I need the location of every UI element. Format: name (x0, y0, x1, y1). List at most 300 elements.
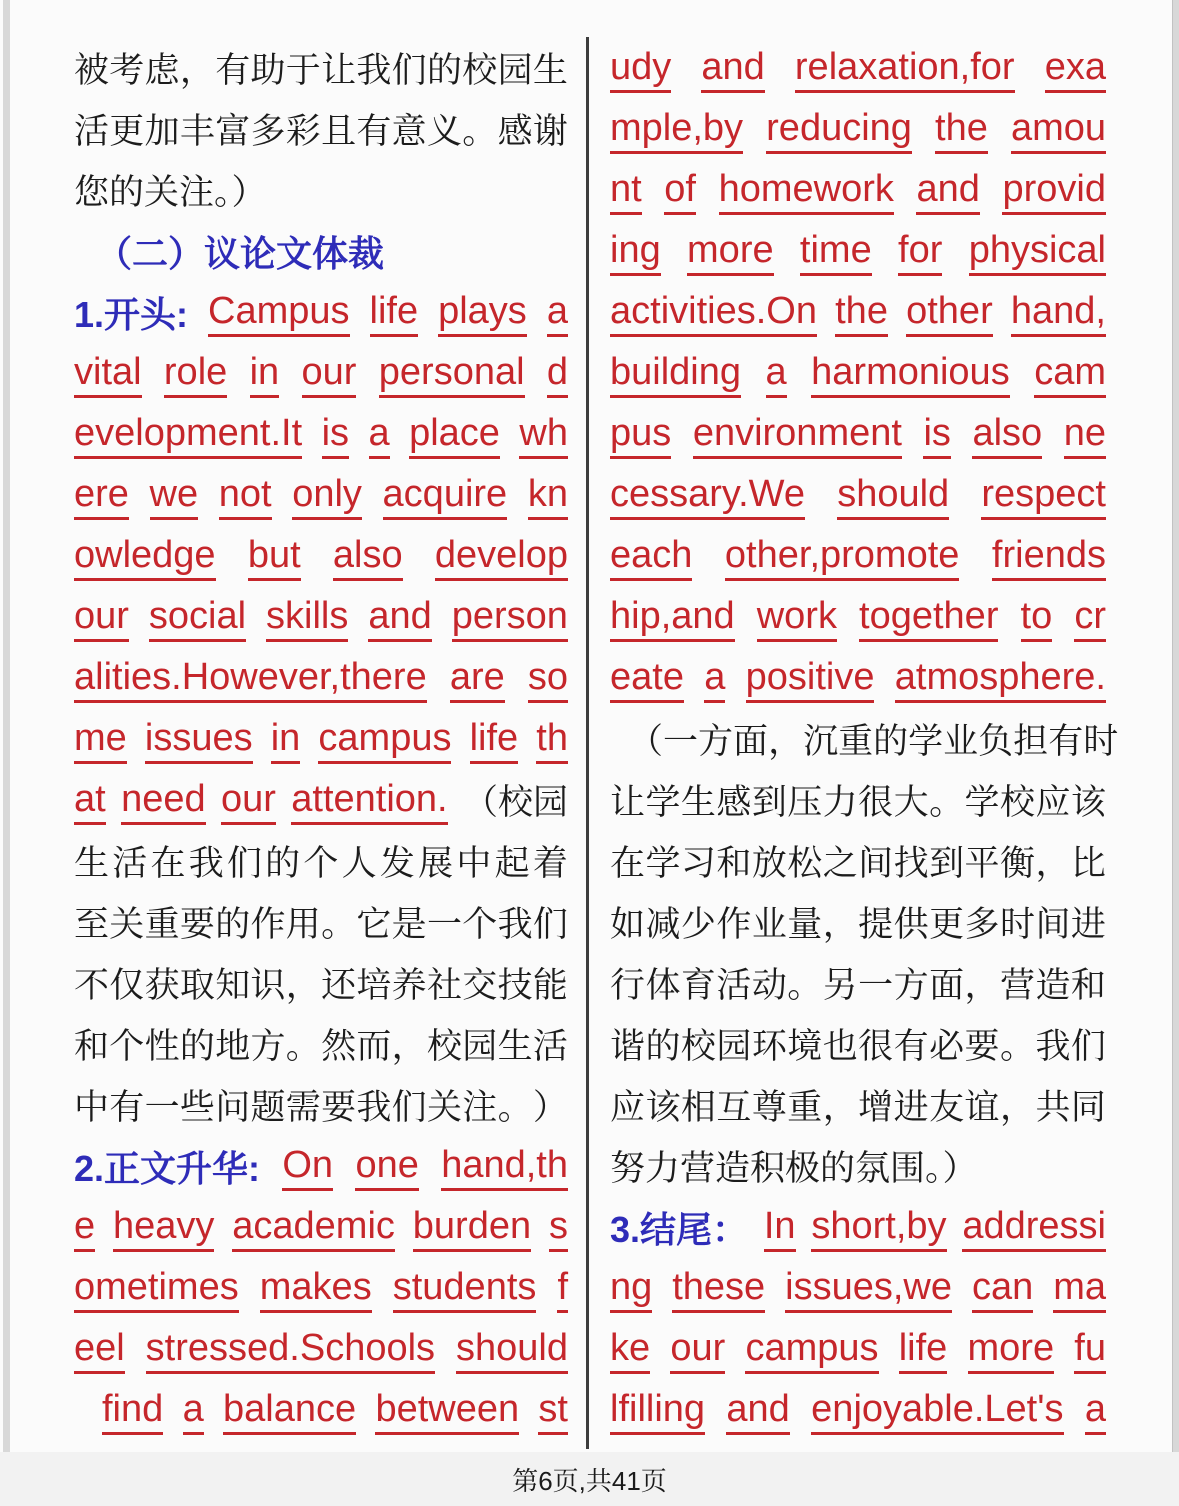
english-word: owledge (74, 536, 216, 582)
chinese-text: 还 (321, 966, 357, 1005)
chinese-text: 的 (179, 1027, 215, 1066)
chinese-text: 养 (391, 966, 427, 1005)
chinese-text: 。 (999, 1027, 1035, 1066)
chinese-text: 重 (144, 905, 180, 944)
english-word: eate (610, 658, 684, 704)
english-word: the (935, 109, 988, 155)
text-line (74, 589, 568, 650)
text-line (610, 894, 1106, 955)
chinese-text: 友 (929, 1088, 965, 1127)
chinese-text: 面 (929, 966, 965, 1005)
text-line (74, 162, 568, 223)
chinese-text: 的 (426, 51, 462, 90)
chinese-text: 如 (610, 905, 646, 944)
english-word: also (333, 536, 403, 582)
english-word: and (726, 1390, 789, 1436)
chinese-text: 有 (1048, 722, 1084, 761)
chinese-text: 要 (321, 1088, 357, 1127)
chinese-text: 量 (787, 905, 823, 944)
chinese-text: ， (179, 51, 215, 90)
text-line (610, 162, 1106, 223)
chinese-text: 多 (964, 905, 1000, 944)
chinese-text: 个 (462, 905, 498, 944)
english-word: burden (413, 1207, 531, 1253)
text-line (610, 284, 1106, 345)
english-word: these (672, 1268, 765, 1314)
english-word: life (470, 719, 519, 765)
english-word: cam (1034, 353, 1106, 399)
chinese-text: 感 (497, 112, 533, 151)
english-word: s (549, 1207, 568, 1253)
english-word: hip,and (610, 597, 735, 643)
english-word: are (450, 658, 505, 704)
chinese-text: 关 (426, 1088, 462, 1127)
chinese-text: 到 (929, 844, 965, 883)
chinese-text: 发 (379, 844, 415, 883)
english-word: balance (223, 1390, 356, 1436)
chinese-text: 意 (391, 112, 427, 151)
english-word: only (292, 475, 362, 521)
text-line (610, 833, 1106, 894)
text-line (74, 101, 568, 162)
chinese-text: 必 (929, 1027, 965, 1066)
english-word: friends (992, 536, 1106, 582)
chinese-text: 放 (751, 844, 787, 883)
text-line (74, 772, 568, 833)
chinese-text: 校 (999, 783, 1035, 822)
text-line (610, 467, 1106, 528)
text-line (74, 223, 568, 284)
english-word: ometimes (74, 1268, 239, 1314)
english-word: place (409, 414, 500, 460)
chinese-text: 是 (391, 905, 427, 944)
chinese-text: 且 (321, 112, 357, 151)
chinese-text: 丰 (179, 112, 215, 151)
english-word: fu (1074, 1329, 1106, 1375)
english-word: campus (318, 719, 451, 765)
chinese-text: 的 (215, 905, 251, 944)
chinese-text: 交 (462, 966, 498, 1005)
chinese-text: 业 (751, 905, 787, 944)
english-word: attention. (291, 780, 447, 826)
chinese-text: 很 (858, 1027, 894, 1066)
chinese-text: 面 (733, 722, 769, 761)
english-word: evelopment.It (74, 414, 302, 460)
chinese-text: 更 (109, 112, 145, 151)
english-word: exa (1045, 48, 1106, 94)
chinese-text: 应 (1035, 783, 1071, 822)
section-label: 2.正文升华: (74, 1147, 261, 1189)
english-word: issues,we (785, 1268, 952, 1314)
english-word: other,promote (725, 536, 959, 582)
chinese-text: 问 (215, 1088, 251, 1127)
left-edge-shadow (3, 0, 10, 1506)
english-word: environment (693, 414, 902, 460)
chinese-text: 学 (645, 844, 681, 883)
text-line (610, 406, 1106, 467)
english-word: work (757, 597, 837, 643)
chinese-text: 识 (250, 966, 286, 1005)
english-word: ne (1064, 414, 1106, 460)
chinese-text: 取 (179, 966, 215, 1005)
chinese-text: 需 (285, 1088, 321, 1127)
chinese-text: 中 (74, 1088, 110, 1127)
text-line (74, 528, 568, 589)
chinese-text: 提 (858, 905, 894, 944)
chinese-text: 也 (822, 1027, 858, 1066)
chinese-text: 活 (112, 844, 148, 883)
chinese-text: 沉 (803, 722, 839, 761)
chinese-text: 大 (893, 783, 929, 822)
chinese-text: 作 (716, 905, 752, 944)
chinese-text: 相 (680, 1088, 716, 1127)
chinese-text: 谢 (532, 112, 568, 151)
chinese-text: 我 (356, 51, 392, 90)
english-word: building (610, 353, 741, 399)
chinese-text: 生 (74, 844, 110, 883)
english-word: ere (74, 475, 129, 521)
english-word: develop (435, 536, 568, 582)
chinese-text: 生 (680, 783, 716, 822)
chinese-text: 感 (716, 783, 752, 822)
chinese-text: 时 (1083, 722, 1119, 761)
text-line (74, 1199, 568, 1260)
chinese-text: 努力营造积极的氛围。） (610, 1149, 978, 1188)
english-word: acquire (383, 475, 508, 521)
chinese-text: 一 (663, 722, 699, 761)
text-line (74, 894, 568, 955)
english-word: ke (610, 1329, 650, 1375)
chinese-text: 谐 (610, 1027, 646, 1066)
section-label: 3.结尾： (610, 1208, 749, 1250)
chinese-text: 关 (109, 905, 145, 944)
english-word: lfilling (610, 1390, 705, 1436)
chinese-text: 学 (645, 783, 681, 822)
text-line (610, 772, 1106, 833)
chinese-text: 间 (1035, 905, 1071, 944)
text-line (74, 345, 568, 406)
english-word: hand, (1011, 292, 1106, 338)
chinese-text: 的 (265, 844, 301, 883)
english-word: amou (1011, 109, 1106, 155)
text-line (610, 589, 1106, 650)
chinese-text: 时 (999, 905, 1035, 944)
chinese-text: 的 (645, 1027, 681, 1066)
chinese-text: 衡 (999, 844, 1035, 883)
chinese-text: 彩 (285, 112, 321, 151)
chinese-text: 很 (858, 783, 894, 822)
english-word: th (536, 719, 568, 765)
chinese-text: 谊 (964, 1088, 1000, 1127)
english-word: enjoyable.Let's (811, 1390, 1063, 1436)
chinese-text: ， (285, 966, 321, 1005)
chinese-text: 活 (74, 112, 110, 151)
chinese-text: 在 (150, 844, 186, 883)
chinese-text: ， (768, 722, 804, 761)
english-word: personal (379, 353, 525, 399)
chinese-text: 同 (1070, 1088, 1106, 1127)
chinese-text: 重 (787, 1088, 823, 1127)
chinese-text: 之 (822, 844, 858, 883)
column-right (610, 40, 1119, 1443)
text-line (610, 955, 1106, 1016)
chinese-text: 园 (716, 1027, 752, 1066)
english-word: short,by (811, 1207, 946, 1253)
chinese-text: 虑 (144, 51, 180, 90)
english-word: the (835, 292, 888, 338)
chinese-text: 园 (497, 51, 533, 90)
english-word: campus (745, 1329, 878, 1375)
english-word: e (74, 1207, 95, 1253)
english-word: between (375, 1390, 519, 1436)
english-word: academic (232, 1207, 395, 1253)
chinese-text: 培 (356, 966, 392, 1005)
text-line (610, 1077, 1106, 1138)
chinese-text: 互 (716, 1088, 752, 1127)
english-word: is (923, 414, 950, 460)
chinese-text: 义 (426, 112, 462, 151)
text-line (610, 711, 1119, 772)
english-word: not (219, 475, 272, 521)
english-word: vital (74, 353, 142, 399)
chinese-text: 环 (751, 1027, 787, 1066)
english-word: each (610, 536, 692, 582)
chinese-text: 更 (929, 905, 965, 944)
chinese-text: 和 (716, 844, 752, 883)
section-label: 1.开头: (74, 293, 189, 335)
english-word: positive (746, 658, 875, 704)
chinese-text: 我 (188, 844, 224, 883)
text-line (610, 40, 1106, 101)
english-word: d (547, 353, 568, 399)
chinese-text: 您的关注。） (74, 173, 267, 212)
chinese-text: 们 (226, 844, 262, 883)
text-line (74, 1260, 568, 1321)
chinese-text: 松 (787, 844, 823, 883)
chinese-text: 有 (356, 112, 392, 151)
chinese-text: 比 (1070, 844, 1106, 883)
english-word: nt (610, 170, 642, 216)
chinese-text: 的 (873, 722, 909, 761)
text-line (74, 833, 568, 894)
english-word: a (766, 353, 787, 399)
english-word: one (355, 1146, 418, 1192)
text-line (74, 711, 568, 772)
column-divider (586, 37, 589, 1449)
english-word: a (369, 414, 390, 460)
chinese-text: 要 (964, 1027, 1000, 1066)
chinese-text: 该 (1070, 783, 1106, 822)
text-line (74, 650, 568, 711)
chinese-text: 动 (751, 966, 787, 1005)
text-line (610, 101, 1106, 162)
chinese-text: 有 (215, 51, 251, 90)
chinese-text: 要 (179, 905, 215, 944)
chinese-text: 我 (497, 905, 533, 944)
chinese-text: 被 (74, 51, 110, 90)
text-line (74, 1016, 568, 1077)
english-word: activities.On (610, 292, 817, 338)
english-word: Campus (208, 292, 350, 338)
chinese-text: 个 (109, 1027, 145, 1066)
text-line (610, 1016, 1106, 1077)
english-word: atmosphere. (895, 658, 1106, 704)
chinese-text: 让 (321, 51, 357, 90)
chinese-text: 助 (250, 51, 286, 90)
english-word: so (528, 658, 568, 704)
chinese-text: 然 (321, 1027, 357, 1066)
chinese-text: 。 (321, 905, 357, 944)
chinese-text: 至 (74, 905, 110, 944)
chinese-text: 应 (610, 1088, 646, 1127)
chinese-text: 着 (532, 844, 568, 883)
chinese-text: 和 (1070, 966, 1106, 1005)
text-line (610, 650, 1106, 711)
chinese-text: 另 (822, 966, 858, 1005)
english-word: eel (74, 1329, 125, 1375)
chinese-text: 题 (250, 1088, 286, 1127)
english-word: at (74, 780, 106, 826)
chinese-text: 到 (751, 783, 787, 822)
english-word: other (906, 292, 993, 338)
chinese-text: 些 (179, 1088, 215, 1127)
english-word: f (557, 1268, 568, 1314)
english-word: plays (438, 292, 527, 338)
english-word: person (452, 597, 568, 643)
chinese-text: 生 (497, 1027, 533, 1066)
english-word: respect (981, 475, 1106, 521)
english-word: our (221, 780, 276, 826)
chinese-text: 业 (943, 722, 979, 761)
english-word: udy (610, 48, 671, 94)
english-word: harmonious (811, 353, 1010, 399)
chinese-text: 于 (285, 51, 321, 90)
english-word: kn (528, 475, 568, 521)
right-edge-shadow (1172, 0, 1179, 1506)
chinese-text: 有 (893, 1027, 929, 1066)
chinese-text: 方 (698, 722, 734, 761)
chinese-text: ， (391, 1027, 427, 1066)
text-line (610, 345, 1106, 406)
chinese-text: 我 (356, 1088, 392, 1127)
chinese-text: 。 (497, 1088, 533, 1127)
chinese-text: 活 (532, 1027, 568, 1066)
chinese-text: 方 (893, 966, 929, 1005)
english-word: On (282, 1146, 333, 1192)
column-left (74, 40, 568, 1443)
english-word: social (149, 597, 246, 643)
english-word: to (1021, 597, 1053, 643)
text-line (74, 40, 568, 101)
chinese-text: 学 (908, 722, 944, 761)
english-word: physical (969, 231, 1106, 277)
chinese-text: 作 (250, 905, 286, 944)
english-word: and (701, 48, 764, 94)
chinese-text: 校 (680, 1027, 716, 1066)
english-word: st (538, 1390, 568, 1436)
english-word: homework (719, 170, 894, 216)
english-word: in (250, 353, 280, 399)
english-word: together (859, 597, 998, 643)
english-word: In (764, 1207, 796, 1253)
chinese-text: 力 (822, 783, 858, 822)
chinese-text: 让 (610, 783, 646, 822)
english-word: more (968, 1329, 1055, 1375)
section-label: （二）议论文体裁 (96, 232, 385, 274)
chinese-text: 。 (462, 112, 498, 151)
english-word: for (898, 231, 942, 277)
chinese-text: 压 (787, 783, 823, 822)
english-word: a (704, 658, 725, 704)
text-line (74, 1138, 568, 1199)
chinese-text: 而 (356, 1027, 392, 1066)
chinese-text: 。 (285, 1027, 321, 1066)
english-word: should (456, 1329, 568, 1375)
chinese-text: 少 (680, 905, 716, 944)
english-word: me (74, 719, 127, 765)
chinese-text: 供 (893, 905, 929, 944)
english-word: skills (266, 597, 348, 643)
chinese-text: 不 (74, 966, 110, 1005)
text-line (610, 1199, 1106, 1260)
chinese-text: 一 (144, 1088, 180, 1127)
chinese-text: 进 (893, 1088, 929, 1127)
text-line (74, 955, 568, 1016)
chinese-text: 学 (964, 783, 1000, 822)
english-word: mple,by (610, 109, 743, 155)
english-word: role (164, 353, 227, 399)
english-word: issues (145, 719, 253, 765)
english-word: pus (610, 414, 671, 460)
chinese-text: ， (822, 905, 858, 944)
chinese-text: 考 (109, 51, 145, 90)
english-word: in (271, 719, 301, 765)
chinese-text: ， (964, 966, 1000, 1005)
english-word: ma (1053, 1268, 1106, 1314)
english-word: addressi (962, 1207, 1106, 1253)
chinese-text: 行 (610, 966, 646, 1005)
chinese-text: ， (1035, 844, 1071, 883)
text-line (610, 1138, 1106, 1199)
chinese-text: ， (999, 1088, 1035, 1127)
chinese-text: 加 (144, 112, 180, 151)
english-word: is (322, 414, 349, 460)
english-word: cr (1074, 597, 1106, 643)
chinese-text: 育 (680, 966, 716, 1005)
chinese-text: 一 (858, 966, 894, 1005)
text-line (74, 1077, 568, 1138)
english-word: a (183, 1390, 204, 1436)
chinese-text: 尊 (751, 1088, 787, 1127)
chinese-text: 富 (215, 112, 251, 151)
chinese-text: 校 (462, 51, 498, 90)
chinese-text: 境 (787, 1027, 823, 1066)
chinese-text: 增 (858, 1088, 894, 1127)
english-word: hand,th (441, 1146, 568, 1192)
english-word: wh (519, 414, 568, 460)
text-line (74, 1321, 568, 1382)
chinese-text: 造 (1035, 966, 1071, 1005)
english-word: should (837, 475, 949, 521)
chinese-text: 重 (838, 722, 874, 761)
english-word: find (102, 1390, 163, 1436)
english-word: relaxation,for (795, 48, 1015, 94)
chinese-text: 间 (858, 844, 894, 883)
english-word: also (972, 414, 1042, 460)
english-word: makes (260, 1268, 372, 1314)
chinese-text: 们 (391, 51, 427, 90)
chinese-text: 仅 (109, 966, 145, 1005)
